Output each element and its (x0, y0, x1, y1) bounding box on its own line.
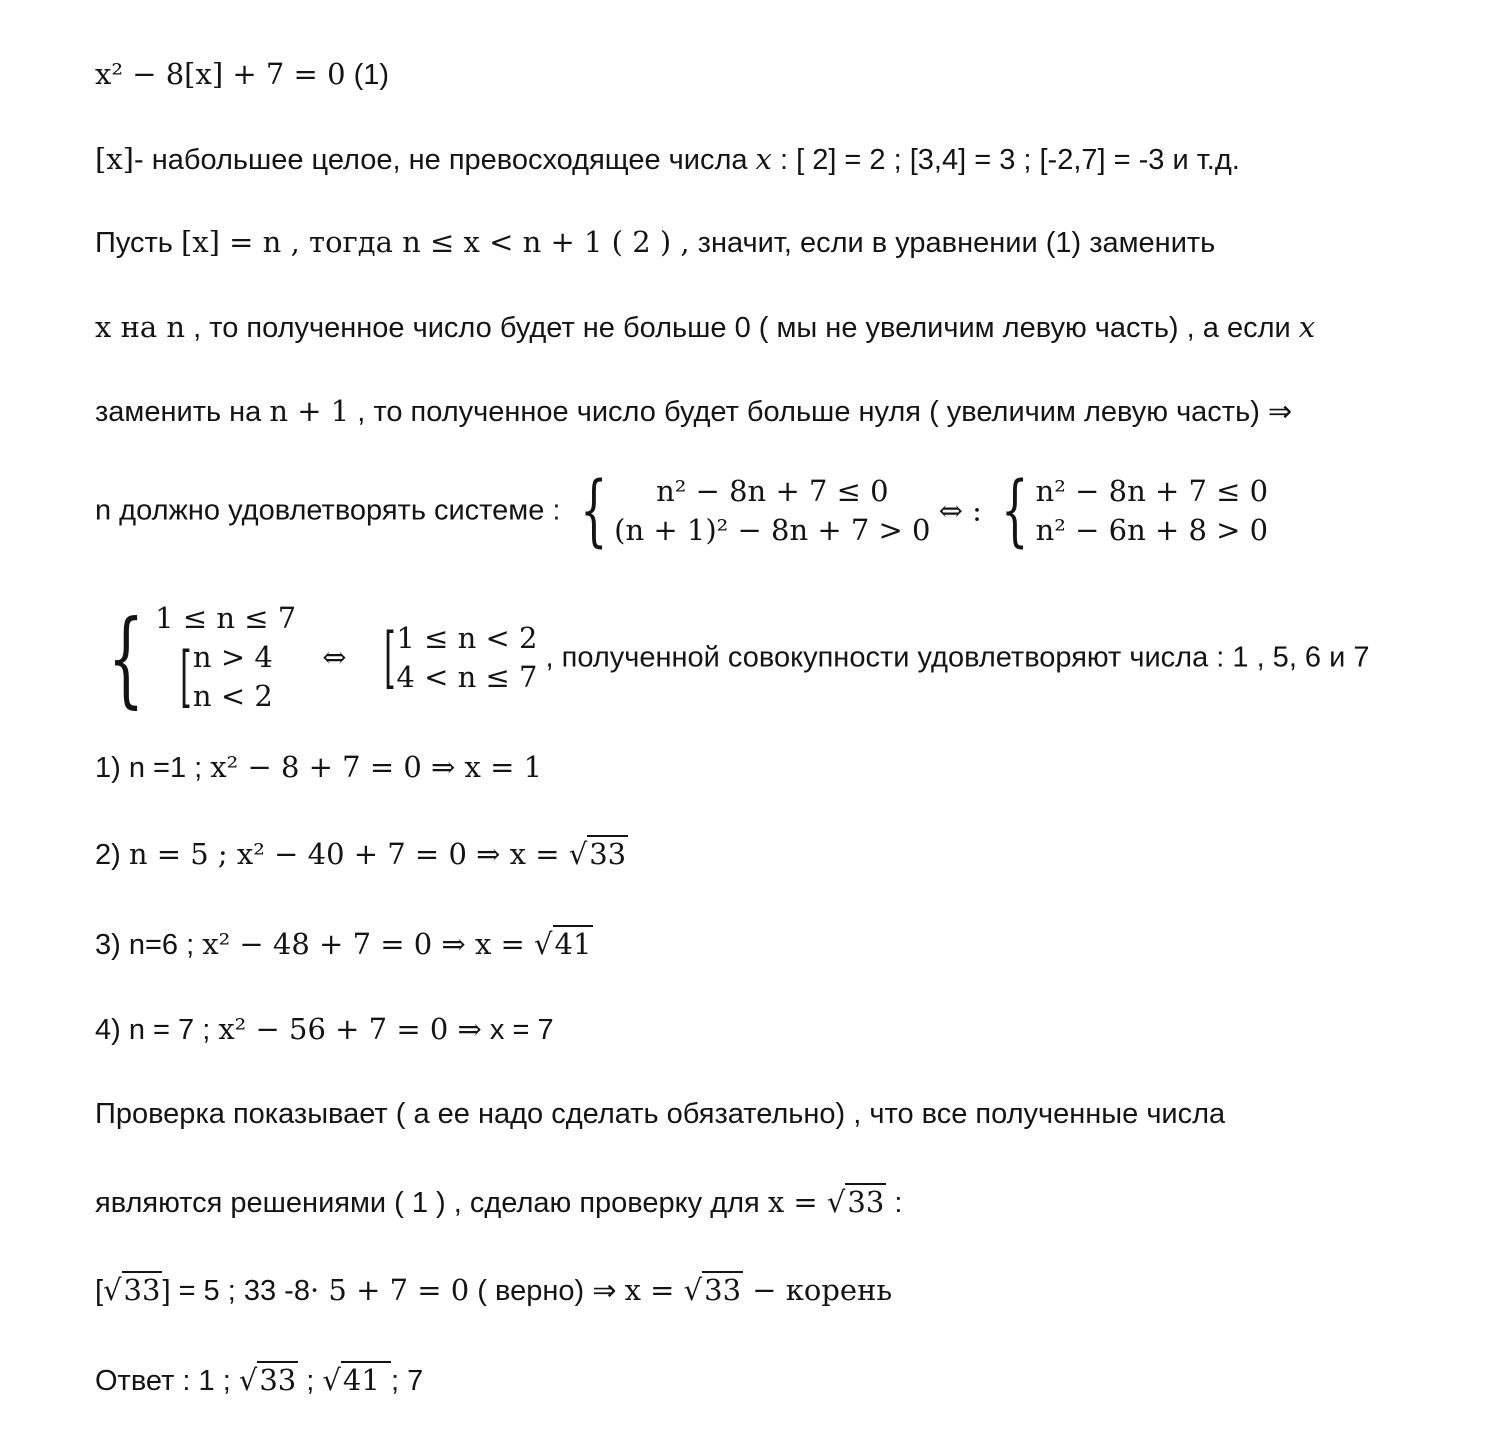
let-tail: значит, если в уравнении (1) заменить (689, 227, 1216, 259)
replace-line (95, 310, 1316, 344)
case-math: x² − 48 + 7 = 0 ⇒ x = (202, 927, 535, 961)
verification-text: ] = 5 ; 33 -8 (162, 1275, 310, 1307)
case-math: x² − 56 + 7 = 0 ⇒ (218, 1012, 482, 1046)
sqrt-33: √33 (103, 1273, 161, 1307)
system-1: { n² − 8n + 7 ≤ 0 (n + 1)² − 8n + 7 > 0 (579, 466, 931, 557)
equation-main: x² − 8[x] + 7 = 0 (95, 57, 346, 91)
check-colon: : (886, 1187, 903, 1219)
radicand: 33 (847, 1185, 885, 1219)
case-4 (95, 1012, 554, 1046)
let-line (95, 225, 1216, 259)
let-text: Пусть (95, 227, 181, 259)
sqrt-41: √41 (534, 927, 592, 961)
bracket-open: [ (95, 1275, 104, 1307)
verification-math: · 5 + 7 = 0 (309, 1273, 470, 1307)
combined-tail: , полученной совокупности удовлетворяют числа : 1 , 5, 6 и 7 (545, 641, 1370, 674)
sqrt-33: √33 (568, 837, 627, 871)
case-math: x² − 8 + 7 = 0 ⇒ x = 1 (210, 750, 543, 784)
replace-text: , то полученное число будет не больше 0 ( мы не увеличим левую часть) , а если (185, 312, 1299, 344)
verification-x: x = (624, 1273, 684, 1307)
let-math: [x] = n , тогда n ≤ x < n + 1 ( 2 ) , (180, 225, 690, 259)
definition-line (95, 142, 1240, 176)
case-label: 1) n =1 ; (95, 752, 211, 784)
union-right: [ 1 ≤ n < 2 4 < n ≤ 7 (383, 618, 538, 696)
union-row: 4 < n ≤ 7 (396, 659, 538, 694)
replace-line-2 (95, 394, 1293, 428)
radicand: 41 (342, 1363, 390, 1397)
range-row: 1 ≤ n ≤ 7 (155, 601, 297, 635)
system-1-row: (n + 1)² − 8n + 7 > 0 (614, 513, 931, 548)
system-line (95, 466, 1269, 557)
var-x: x (1298, 310, 1316, 344)
check-text: являются решениями ( 1 ) , сделаю проверку для (95, 1187, 768, 1219)
answer-tail: ; 7 (391, 1365, 424, 1397)
replace-text-a: заменить на (95, 396, 270, 428)
sqrt-41: √41 (322, 1363, 390, 1397)
sqrt-33: √33 (826, 1185, 885, 1219)
answer-text: Ответ : 1 ; (95, 1365, 239, 1397)
radicand: 33 (259, 1363, 297, 1397)
case-3 (95, 927, 593, 961)
check-line (95, 1185, 903, 1219)
answer-line (95, 1363, 424, 1397)
system-2: { n² − 8n + 7 ≤ 0 n² − 6n + 8 > 0 (1001, 466, 1269, 557)
union-row: n < 2 (192, 678, 273, 713)
system-text: n должно удовлетворять системе : (95, 494, 569, 527)
union-row: n > 4 (192, 639, 273, 674)
case-2 (95, 837, 628, 871)
case-label: 4) n = 7 ; (95, 1014, 219, 1046)
case-result: x = 7 (481, 1014, 554, 1046)
case-label: 2) (95, 839, 129, 871)
verification-note: ( верно) ⇒ (469, 1275, 625, 1307)
check-intro (95, 1100, 1225, 1129)
case-1 (95, 750, 543, 784)
radicand: 41 (554, 927, 592, 961)
equation-tag: (1) (345, 59, 390, 91)
root-label: − корень (743, 1273, 893, 1307)
system-1-row: n² − 8n + 7 ≤ 0 (656, 474, 889, 508)
verification-line (95, 1273, 893, 1307)
definition-text: - набольшее целое, не превосходящее числа (133, 144, 756, 176)
definition-examples: : [ 2] = 2 ; [3,4] = 3 ; [-2,7] = -3 и т.д. (771, 144, 1240, 176)
sqrt-33: √33 (238, 1363, 297, 1397)
equivalence: ⇔ (322, 640, 347, 675)
replace-math: x на n (95, 310, 186, 344)
system-2-row: n² − 6n + 8 > 0 (1035, 513, 1269, 548)
replace-math-2: n + 1 (269, 394, 350, 428)
union-left: [ n > 4 n < 2 (180, 637, 273, 715)
combined-system: { 1 ≤ n ≤ 7 [ n > 4 n < 2 (107, 596, 297, 719)
check-text: Проверка показывает ( а ее надо сделать обязательно) , что все полученные числа (95, 1098, 1226, 1130)
equivalence: ⇔ : (938, 493, 982, 528)
sqrt-33: √33 (683, 1273, 742, 1307)
radicand: 33 (123, 1273, 161, 1307)
var-x: x (755, 142, 772, 176)
radicand: 33 (589, 837, 627, 871)
system-2-row: n² − 8n + 7 ≤ 0 (1035, 474, 1269, 508)
answer-sep: ; (298, 1365, 323, 1397)
equation-1 (95, 57, 390, 91)
replace-text-b: , то полученное число будет больше нуля ( увеличим левую часть) ⇒ (349, 396, 1293, 428)
floor-symbol: [x] (95, 142, 134, 176)
union-row: 1 ≤ n < 2 (396, 620, 538, 655)
case-math: n = 5 ; x² − 40 + 7 = 0 ⇒ x = (128, 837, 569, 871)
case-label: 3) n=6 ; (95, 929, 203, 961)
check-math: x = (767, 1185, 827, 1219)
radicand: 33 (704, 1273, 742, 1307)
combined-system-line (93, 596, 1370, 719)
